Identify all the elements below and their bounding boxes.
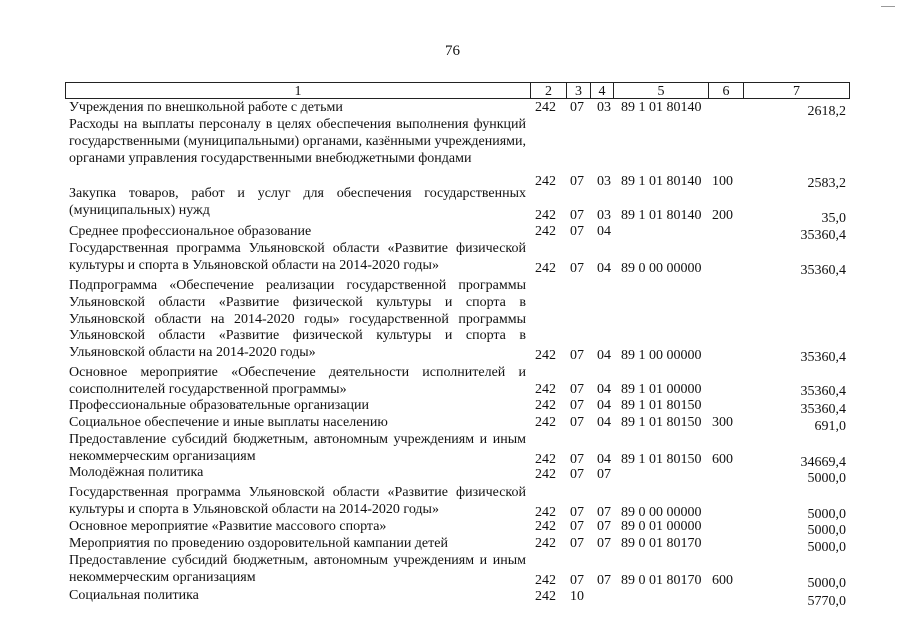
cell-col-6: 600 (712, 573, 733, 588)
cell-col-2: 242 (535, 224, 556, 239)
cell-col-2: 242 (535, 452, 556, 467)
cell-col-2: 242 (535, 536, 556, 551)
header-col-7: 7 (743, 82, 850, 99)
cell-col-3: 07 (570, 415, 584, 430)
cell-col-4: 03 (597, 174, 611, 189)
cell-col-4: 07 (597, 519, 611, 534)
cell-col-3: 07 (570, 261, 584, 276)
header-col-1: 1 (65, 82, 531, 99)
cell-col-3: 07 (570, 467, 584, 482)
cell-col-4: 07 (597, 505, 611, 520)
cell-col-5: 89 1 01 80150 (621, 452, 702, 467)
corner-mark (881, 6, 895, 7)
cell-col-3: 07 (570, 382, 584, 397)
row-description: Социальное обеспечение и иные выплаты населению (69, 415, 388, 430)
cell-col-5: 89 1 01 80140 (621, 174, 702, 189)
cell-col-3: 07 (570, 224, 584, 239)
cell-col-7: 2618,2 (807, 104, 846, 119)
row-description: Предоставление субсидий бюджетным, автономным учреждениям и иным некоммерческим организациям (69, 553, 526, 585)
header-col-4: 4 (590, 82, 614, 99)
page-number: 76 (445, 43, 460, 59)
cell-col-4: 04 (597, 224, 611, 239)
cell-col-7: 35360,4 (800, 263, 846, 278)
cell-col-3: 07 (570, 452, 584, 467)
cell-col-7: 35360,4 (800, 384, 846, 399)
cell-col-4: 04 (597, 261, 611, 276)
cell-col-4: 04 (597, 348, 611, 363)
table-header (65, 82, 850, 100)
cell-col-7: 35,0 (821, 211, 846, 226)
cell-col-2: 242 (535, 415, 556, 430)
cell-col-3: 10 (570, 589, 584, 604)
header-col-6: 6 (708, 82, 744, 99)
row-description: Среднее профессиональное образование (69, 224, 312, 239)
cell-col-7: 5000,0 (807, 471, 846, 486)
cell-col-7: 5000,0 (807, 540, 846, 555)
cell-col-5: 89 1 01 80140 (621, 208, 702, 223)
row-description: Основное мероприятие «Развитие массового спорта» (69, 519, 387, 534)
cell-col-4: 07 (597, 536, 611, 551)
cell-col-7: 35360,4 (800, 402, 846, 417)
row-description: Учреждения по внешкольной работе с детьми (69, 100, 343, 115)
row-description: Основное мероприятие «Обеспечение деятельности исполнителей и соисполнителей государственной программы» (69, 365, 526, 397)
cell-col-7: 5000,0 (807, 523, 846, 538)
row-description: Предоставление субсидий бюджетным, автономным учреждениям и иным некоммерческим организациям (69, 432, 526, 464)
cell-col-6: 600 (712, 452, 733, 467)
cell-col-6: 100 (712, 174, 733, 189)
cell-col-5: 89 0 01 00000 (621, 519, 702, 534)
cell-col-4: 07 (597, 467, 611, 482)
cell-col-2: 242 (535, 100, 556, 115)
row-description: Закупка товаров, работ и услуг для обеспечения государственных (муниципальных) нужд (69, 186, 526, 218)
cell-col-3: 07 (570, 100, 584, 115)
cell-col-7: 5000,0 (807, 507, 846, 522)
cell-col-2: 242 (535, 467, 556, 482)
header-col-5: 5 (613, 82, 709, 99)
header-col-2: 2 (530, 82, 567, 99)
cell-col-5: 89 0 00 00000 (621, 505, 702, 520)
row-description: Расходы на выплаты персоналу в целях обеспечения выполнения функций государственными (муниципальными) органами, казёнными учреждениями, органами управления государственными внебюджетными фондами (69, 117, 526, 166)
cell-col-5: 89 1 01 80140 (621, 100, 702, 115)
cell-col-5: 89 1 01 80150 (621, 415, 702, 430)
cell-col-4: 04 (597, 452, 611, 467)
cell-col-2: 242 (535, 589, 556, 604)
row-description: Подпрограмма «Обеспечение реализации государственной программы Ульяновской области «Развитие физической культуры и спорта в Ульяновской области на 2014-2020 годы» государственной программы Ульяновской области «Развитие физической культуры и спорта в Ульяновской области на 2014-2020 годы» (69, 278, 526, 361)
cell-col-7: 34669,4 (800, 455, 846, 470)
header-col-3: 3 (566, 82, 591, 99)
row-description: Молодёжная политика (69, 465, 204, 480)
cell-col-5: 89 0 00 00000 (621, 261, 702, 276)
cell-col-4: 04 (597, 415, 611, 430)
cell-col-2: 242 (535, 208, 556, 223)
cell-col-3: 07 (570, 519, 584, 534)
cell-col-6: 200 (712, 208, 733, 223)
row-description: Социальная политика (69, 588, 199, 603)
cell-col-4: 03 (597, 100, 611, 115)
cell-col-2: 242 (535, 382, 556, 397)
cell-col-3: 07 (570, 208, 584, 223)
cell-col-7: 35360,4 (800, 228, 846, 243)
cell-col-3: 07 (570, 536, 584, 551)
cell-col-5: 89 1 01 00000 (621, 382, 702, 397)
cell-col-5: 89 1 01 80150 (621, 398, 702, 413)
cell-col-2: 242 (535, 348, 556, 363)
cell-col-2: 242 (535, 519, 556, 534)
row-description: Профессиональные образовательные организации (69, 398, 370, 413)
cell-col-5: 89 0 01 80170 (621, 536, 702, 551)
cell-col-3: 07 (570, 505, 584, 520)
cell-col-5: 89 0 01 80170 (621, 573, 702, 588)
cell-col-4: 03 (597, 208, 611, 223)
row-description: Государственная программа Ульяновской области «Развитие физической культуры и спорта в Ульяновской области на 2014-2020 годы» (69, 485, 526, 517)
cell-col-2: 242 (535, 505, 556, 520)
cell-col-7: 5000,0 (807, 576, 846, 591)
cell-col-3: 07 (570, 174, 584, 189)
cell-col-7: 2583,2 (807, 176, 846, 191)
cell-col-2: 242 (535, 573, 556, 588)
cell-col-4: 04 (597, 398, 611, 413)
row-description: Государственная программа Ульяновской области «Развитие физической культуры и спорта в Ульяновской области на 2014-2020 годы» (69, 241, 526, 273)
cell-col-7: 691,0 (814, 419, 846, 434)
cell-col-4: 07 (597, 573, 611, 588)
cell-col-7: 35360,4 (800, 350, 846, 365)
cell-col-4: 04 (597, 382, 611, 397)
cell-col-6: 300 (712, 415, 733, 430)
cell-col-2: 242 (535, 174, 556, 189)
cell-col-2: 242 (535, 398, 556, 413)
cell-col-3: 07 (570, 398, 584, 413)
cell-col-3: 07 (570, 348, 584, 363)
cell-col-3: 07 (570, 573, 584, 588)
cell-col-7: 5770,0 (807, 594, 846, 609)
row-description: Мероприятия по проведению оздоровительной кампании детей (69, 536, 448, 551)
cell-col-5: 89 1 00 00000 (621, 348, 702, 363)
cell-col-2: 242 (535, 261, 556, 276)
